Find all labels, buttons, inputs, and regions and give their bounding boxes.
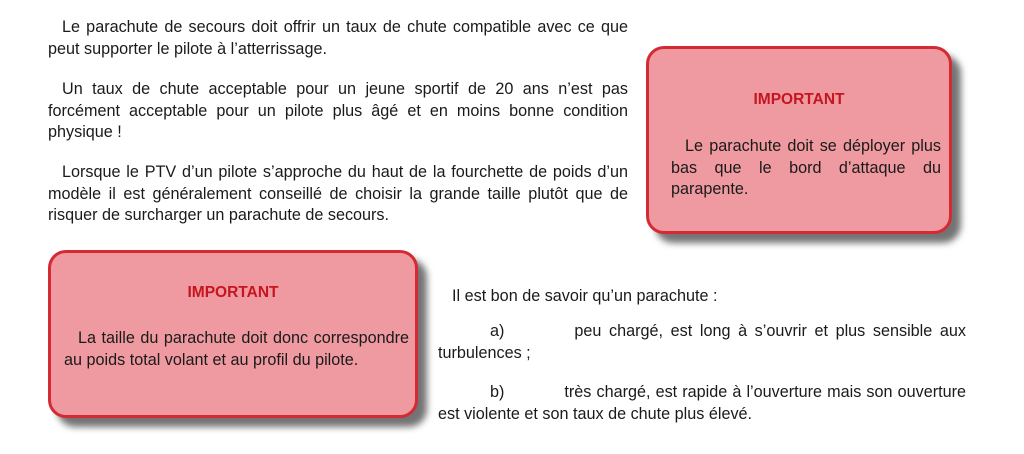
list-item-a (438, 321, 966, 364)
callout-text: La taille du parachute doit donc correspondre au poids total volant et au profil du pilote. (64, 329, 409, 369)
list-text: peu chargé, est long à s’ouvrir et plus sensible aux turbulences ; (438, 322, 966, 362)
paragraph-jeune-sportif (48, 79, 628, 144)
paragraph-bon-de-savoir: Il est bon de savoir qu’un parachute : (452, 287, 718, 305)
callout-title: IMPORTANT (753, 91, 845, 108)
list-marker: a) (490, 322, 505, 340)
paragraph-text: Un taux de chute acceptable pour un jeune sportif de 20 ans n’est pas forcément acceptable pour un pilote plus âgé et en moins bonne condition physique ! (48, 80, 628, 141)
callout-important-left (48, 250, 418, 418)
list-marker: b) (490, 383, 505, 401)
paragraph-taux-de-chute (48, 17, 628, 60)
callout-text: Le parachute doit se déployer plus bas que le bord d’attaque du parapente. (671, 137, 941, 198)
list-item-b (438, 382, 966, 425)
paragraph-ptv (48, 162, 628, 227)
callout-important-right (646, 46, 952, 234)
paragraph-text: Le parachute de secours doit offrir un taux de chute compatible avec ce que peut supporter le pilote à l’atterrissage. (48, 18, 628, 58)
paragraph-text: Lorsque le PTV d’un pilote s’approche du haut de la fourchette de poids d’un modèle il est généralement conseillé de choisir la grande taille plutôt que de risquer de surcharger un parachute de secours. (48, 163, 628, 224)
callout-title: IMPORTANT (187, 284, 279, 301)
list-text: très chargé, est rapide à l’ouverture mais son ouverture est violente et son taux de chute plus élevé. (438, 383, 966, 423)
